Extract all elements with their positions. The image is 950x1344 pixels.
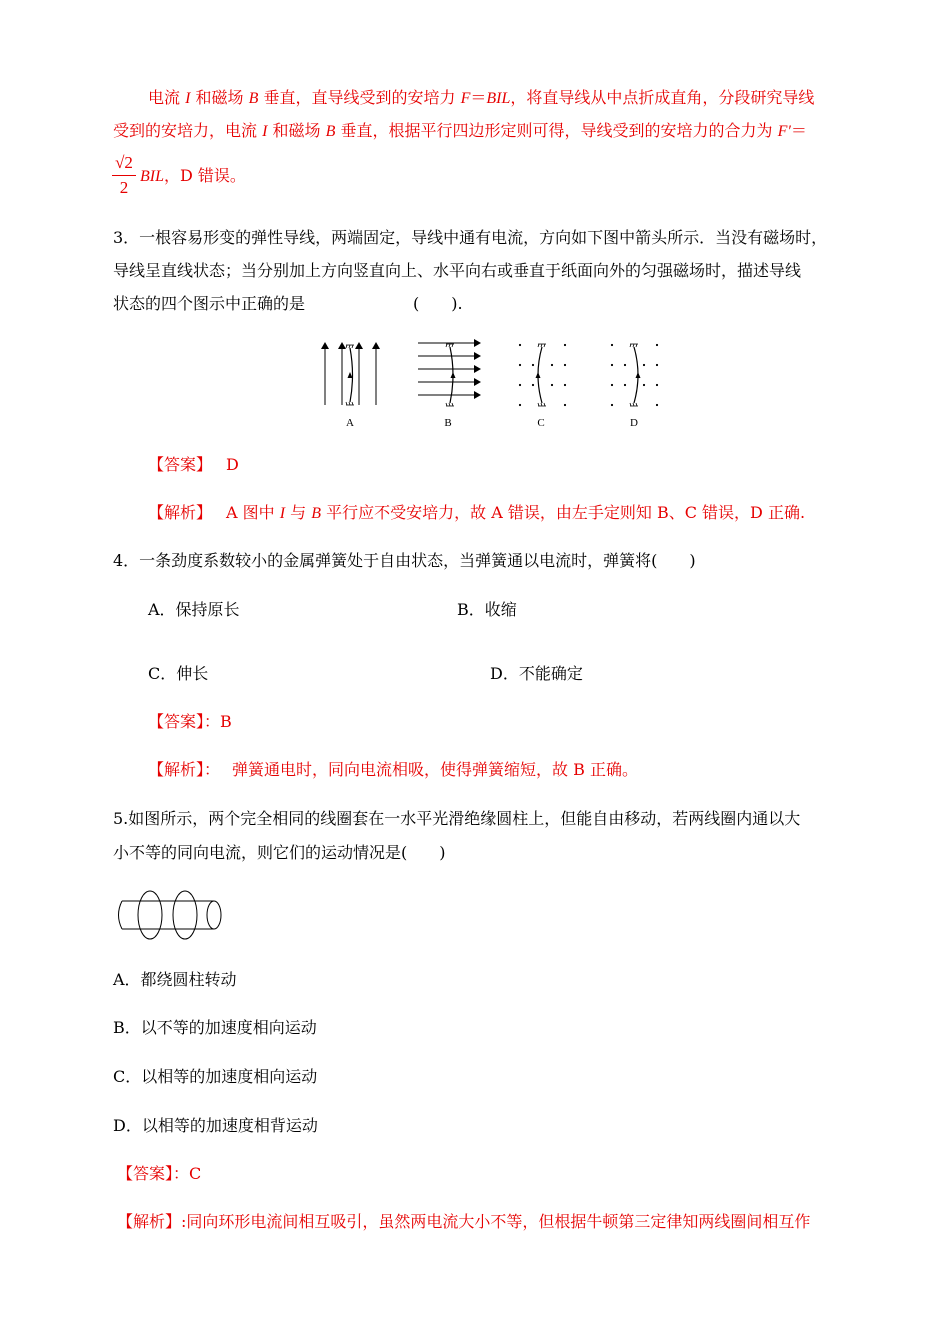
q5-explanation: 【解析】:同向环形电流间相互吸引，虽然两电流大小不等，但根据牛顿第三定律知两线圈间相互作 xyxy=(117,1212,811,1231)
q5-stem-line-2: 小不等的同向电流，则它们的运动情况是( ) xyxy=(113,843,446,862)
q5-option-d: D．以相等的加速度相背运动 xyxy=(113,1116,318,1135)
q4-option-a: A．保持原长 xyxy=(148,600,240,619)
q3-stem-line-2: 导线呈直线状态；当分别加上方向竖直向上、水平向右或垂直于纸面向外的匀强磁场时，描述导线 xyxy=(113,261,802,280)
q4-explanation: 【解析】： 弹簧通电时，同向电流相吸，使得弹簧缩短，故 B 正确。 xyxy=(148,760,638,779)
q4-stem: 4．一条劲度系数较小的金属弹簧处于自由状态，当弹簧通以电流时，弹簧将( ) xyxy=(113,551,696,570)
q3-stem-line-3: 状态的四个图示中正确的是 xyxy=(113,294,306,313)
fig-a-diagram xyxy=(325,343,376,405)
fig-label-d: D xyxy=(630,417,638,429)
q3-explanation: 【解析】 A 图中 I 与 B 平行应不受安培力，故 A 错误，由左手定则知 B、C 错误，D 正确. xyxy=(148,503,806,522)
fig-d-diagram xyxy=(611,344,658,406)
q2-explain-line-2: 受到的安培力，电流 I 和磁场 B 垂直，根据平行四边形定则可得，导线受到的安培力的合力为 F′＝ xyxy=(113,121,807,140)
fig-label-c: C xyxy=(537,417,545,429)
fig-b-diagram xyxy=(418,343,480,406)
fraction-numerator: √2 xyxy=(115,153,133,172)
q5-option-a: A．都绕圆柱转动 xyxy=(113,970,237,989)
q5-option-b: B．以不等的加速度相向运动 xyxy=(113,1018,317,1037)
fig-label-b: B xyxy=(444,417,452,429)
q5-stem-line-1: 5.如图所示，两个完全相同的线圈套在一水平光滑绝缘圆柱上，但能自由移动，若两线圈内通以大 xyxy=(113,809,801,828)
q4-option-c: C．伸长 xyxy=(148,664,209,683)
q5-cylinder-figure xyxy=(110,885,230,945)
q4-answer: 【答案】：B xyxy=(148,712,232,731)
q2-explain-line-3: BIL，D 错误。 xyxy=(140,166,246,185)
fraction-denominator: 2 xyxy=(119,178,129,197)
q4-option-d: D．不能确定 xyxy=(490,664,583,683)
fraction-bar xyxy=(112,175,136,176)
q5-option-c: C．以相等的加速度相向运动 xyxy=(113,1067,318,1086)
q3-figure xyxy=(300,330,680,435)
q4-option-b: B．收缩 xyxy=(457,600,517,619)
fig-c-diagram xyxy=(519,344,566,406)
fig-label-a: A xyxy=(346,417,354,429)
q3-stem-line-1: 3．一根容易形变的弹性导线，两端固定，导线中通有电流，方向如下图中箭头所示．当没有磁场时， xyxy=(113,228,828,247)
q3-answer: 【答案】 D xyxy=(148,455,239,474)
q2-explain-line-1: 电流 I 和磁场 B 垂直，直导线受到的安培力 F＝BIL，将直导线从中点折成直角，分段研究导线 xyxy=(148,88,815,107)
q5-answer: 【答案】：C xyxy=(117,1164,202,1183)
q3-answer-paren: ( ). xyxy=(413,294,463,313)
